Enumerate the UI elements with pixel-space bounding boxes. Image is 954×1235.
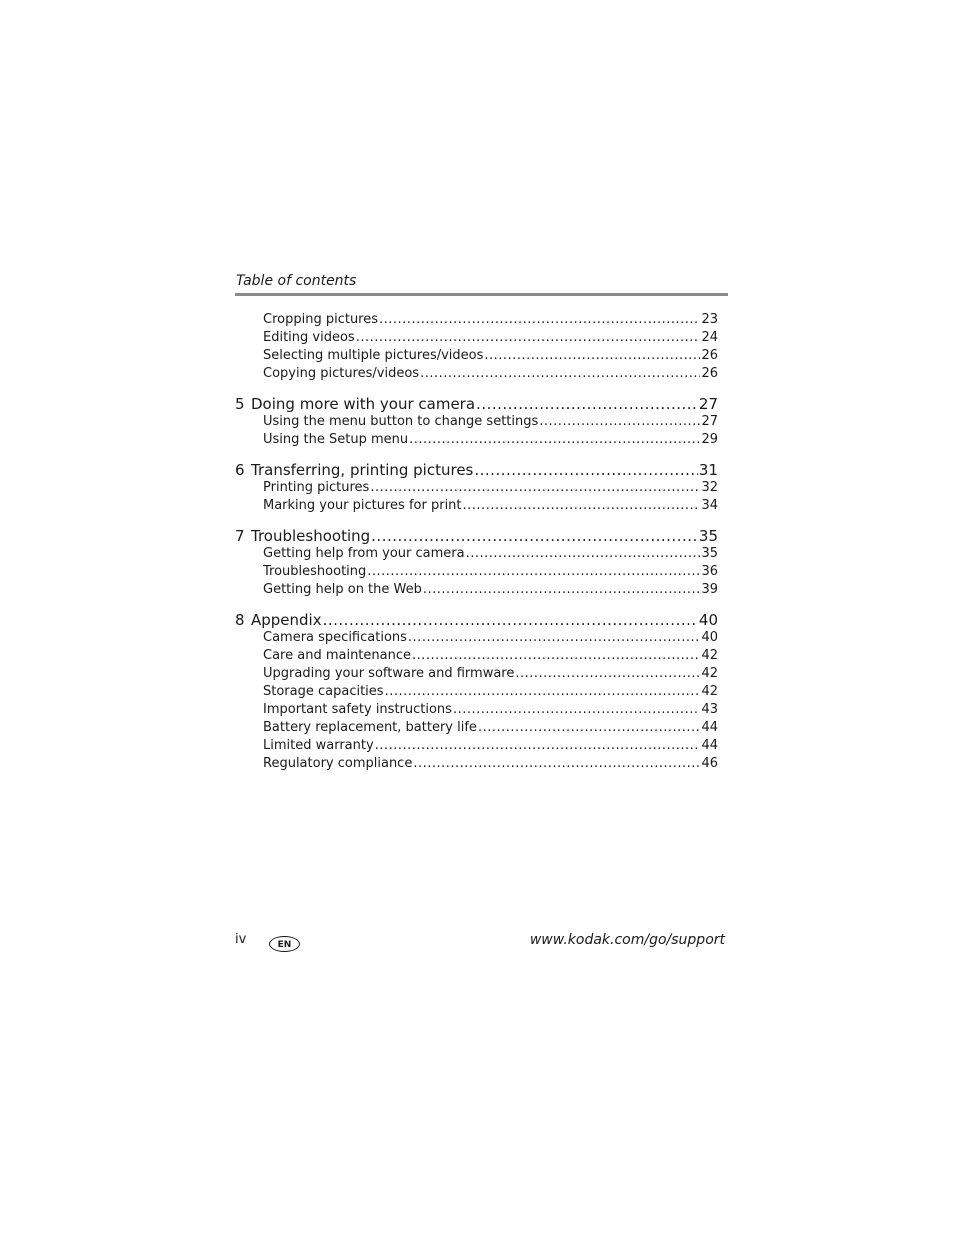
dot-leader	[356, 329, 701, 347]
toc-chapter-heading[interactable]	[235, 527, 718, 545]
toc-entry-page: 36	[701, 564, 718, 579]
dot-leader	[476, 395, 698, 413]
toc-entry-page: 46	[701, 756, 718, 771]
toc-entry-page: 32	[701, 480, 718, 495]
toc-entry-title: Marking your pictures for print	[263, 498, 462, 513]
toc-chapter-heading[interactable]	[235, 461, 718, 479]
chapter-number: 6	[235, 461, 245, 479]
running-head-title: Table of contents	[236, 273, 357, 289]
toc-entry-page: 42	[701, 648, 718, 663]
toc-intro-group	[235, 311, 718, 383]
dot-leader	[412, 647, 700, 665]
toc-entry-title: Important safety instructions	[263, 702, 452, 717]
toc-entry-title: Editing videos	[263, 330, 355, 345]
toc-entry-page: 23	[701, 312, 718, 327]
toc-entry-title: Getting help from your camera	[263, 546, 465, 561]
chapter-number: 7	[235, 527, 245, 545]
header-rule	[235, 293, 728, 296]
dot-leader	[478, 719, 701, 737]
chapter-page: 40	[698, 611, 718, 629]
toc-entry[interactable]	[235, 647, 718, 665]
language-badge: EN	[269, 936, 300, 952]
dot-leader	[370, 479, 700, 497]
dot-leader	[420, 365, 700, 383]
chapter-number: 5	[235, 395, 245, 413]
toc-entry[interactable]	[235, 497, 718, 515]
toc-entry[interactable]	[235, 311, 718, 329]
page-footer	[235, 930, 725, 954]
toc-entry-title: Printing pictures	[263, 480, 370, 495]
toc-entry-page: 40	[701, 630, 718, 645]
toc-entry[interactable]	[235, 755, 718, 773]
toc-entry-page: 34	[701, 498, 718, 513]
dot-leader	[408, 629, 701, 647]
dot-leader	[413, 755, 700, 773]
toc-chapter-7	[235, 527, 718, 599]
toc-entry-title: Limited warranty	[263, 738, 374, 753]
toc-entry-page: 42	[701, 666, 718, 681]
chapter-page: 27	[698, 395, 718, 413]
toc-entry-page: 42	[701, 684, 718, 699]
toc-entry[interactable]	[235, 701, 718, 719]
dot-leader	[385, 683, 701, 701]
toc-entry-page: 26	[701, 366, 718, 381]
dot-leader	[466, 545, 701, 563]
chapter-page: 31	[698, 461, 718, 479]
page-folio: iv	[235, 932, 247, 947]
toc-page	[235, 270, 728, 785]
toc-entry-page: 44	[701, 720, 718, 735]
toc-entry[interactable]	[235, 545, 718, 563]
toc-entry-title: Battery replacement, battery life	[263, 720, 477, 735]
toc-entry[interactable]	[235, 581, 718, 599]
toc-entry-title: Care and maintenance	[263, 648, 411, 663]
chapter-page: 35	[698, 527, 718, 545]
chapter-number: 8	[235, 611, 245, 629]
dot-leader	[379, 311, 700, 329]
dot-leader	[484, 347, 700, 365]
dot-leader	[367, 563, 700, 581]
dot-leader	[453, 701, 701, 719]
dot-leader	[323, 611, 698, 629]
chapter-title: Appendix	[251, 611, 322, 629]
dot-leader	[409, 431, 700, 449]
table-of-contents	[235, 311, 718, 773]
toc-entry[interactable]	[235, 347, 718, 365]
toc-entry-title: Regulatory compliance	[263, 756, 413, 771]
toc-entry-page: 27	[701, 414, 718, 429]
toc-entry[interactable]	[235, 737, 718, 755]
toc-entry[interactable]	[235, 329, 718, 347]
toc-chapter-heading[interactable]	[235, 611, 718, 629]
toc-entry-page: 35	[701, 546, 718, 561]
toc-entry-page: 39	[701, 582, 718, 597]
toc-entry[interactable]	[235, 479, 718, 497]
toc-entry-title: Camera specifications	[263, 630, 407, 645]
toc-entry-title: Copying pictures/videos	[263, 366, 420, 381]
toc-entry-page: 44	[701, 738, 718, 753]
toc-entry-title: Selecting multiple pictures/videos	[263, 348, 484, 363]
chapter-title: Troubleshooting	[251, 527, 371, 545]
dot-leader	[371, 527, 698, 545]
support-url-link[interactable]: www.kodak.com/go/support	[529, 932, 725, 948]
toc-entry-title: Upgrading your software and firmware	[263, 666, 515, 681]
toc-chapter-6	[235, 461, 718, 515]
dot-leader	[463, 497, 701, 515]
dot-leader	[474, 461, 698, 479]
dot-leader	[539, 413, 700, 431]
toc-entry-title: Troubleshooting	[263, 564, 367, 579]
toc-entry[interactable]	[235, 629, 718, 647]
chapter-title: Doing more with your camera	[251, 395, 476, 413]
dot-leader	[515, 665, 700, 683]
toc-chapter-8	[235, 611, 718, 773]
toc-entry[interactable]	[235, 365, 718, 383]
toc-entry-title: Using the menu button to change settings	[263, 414, 539, 429]
toc-entry-page: 24	[701, 330, 718, 345]
toc-entry-page: 29	[701, 432, 718, 447]
toc-chapter-heading[interactable]	[235, 395, 718, 413]
toc-entry-page: 26	[701, 348, 718, 363]
toc-entry-title: Cropping pictures	[263, 312, 379, 327]
toc-chapter-5	[235, 395, 718, 449]
toc-entry-title: Using the Setup menu	[263, 432, 409, 447]
toc-entry[interactable]	[235, 665, 718, 683]
toc-entry-title: Storage capacities	[263, 684, 384, 699]
dot-leader	[375, 737, 701, 755]
toc-entry-page: 43	[701, 702, 718, 717]
toc-entry[interactable]	[235, 719, 718, 737]
dot-leader	[423, 581, 701, 599]
chapter-title: Transferring, printing pictures	[251, 461, 474, 479]
toc-entry[interactable]	[235, 683, 718, 701]
toc-entry[interactable]	[235, 431, 718, 449]
toc-entry-title: Getting help on the Web	[263, 582, 422, 597]
toc-entry[interactable]	[235, 413, 718, 431]
toc-entry[interactable]	[235, 563, 718, 581]
